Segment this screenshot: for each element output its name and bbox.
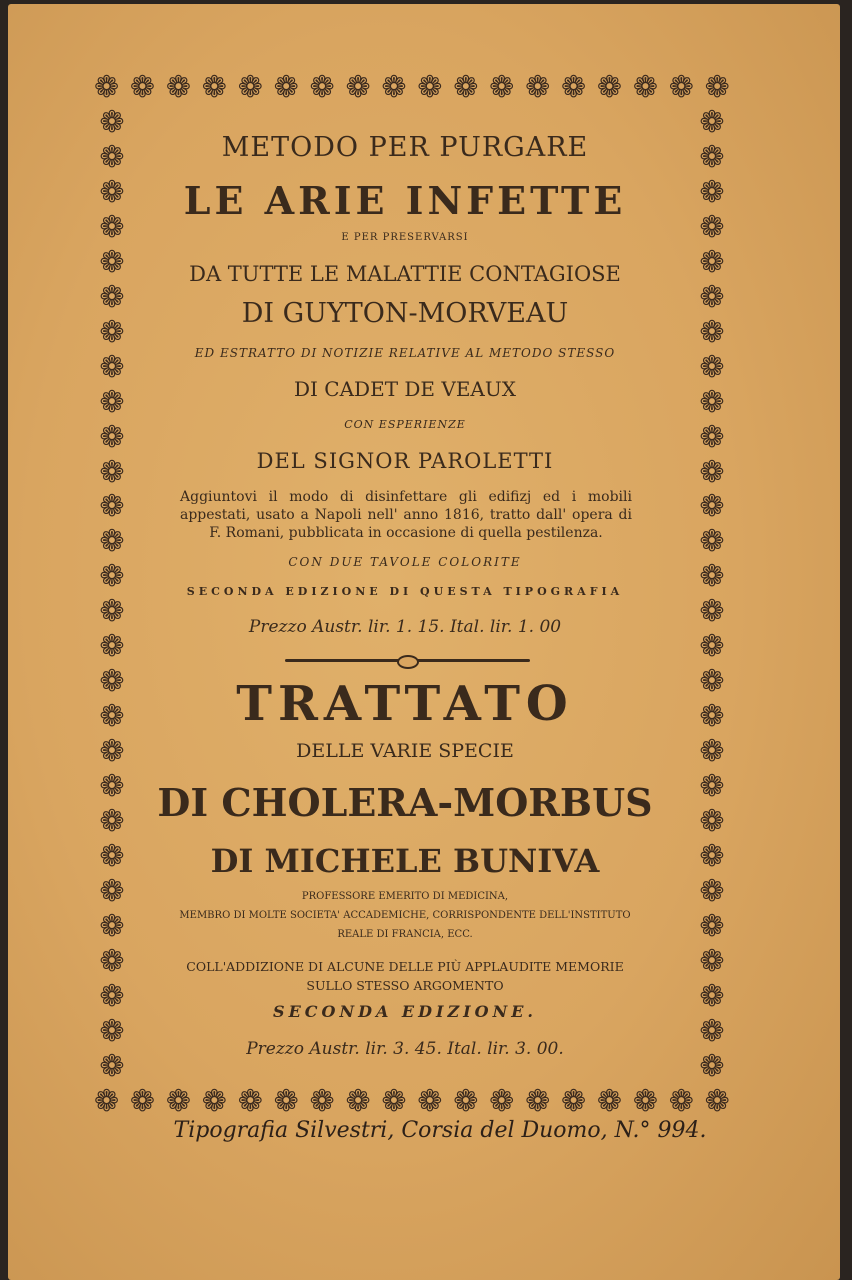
line-paroletti: DEL SIGNOR PAROLETTI (256, 449, 554, 473)
ornament-icon: ❁ (596, 1084, 623, 1119)
ornament-icon: ❁ (699, 699, 725, 735)
ornament-icon: ❁ (165, 1084, 191, 1119)
ornament-icon: ❁ (129, 70, 156, 105)
ornament-icon: ❁ (99, 734, 125, 770)
ornament-icon: ❁ (453, 1084, 479, 1119)
ornament-icon: ❁ (699, 384, 725, 420)
ornament-icon: ❁ (699, 804, 725, 840)
line-malattie: DA TUTTE LE MALATTIE CONTAGIOSE (189, 262, 621, 286)
ornament-icon: ❁ (699, 209, 725, 245)
ornament-icon: ❁ (99, 664, 125, 700)
ornament-icon: ❁ (99, 873, 125, 909)
ornament-icon: ❁ (699, 873, 725, 909)
credentials-2: MEMBRO DI MOLTE SOCIETA' ACCADEMICHE, CORRISPONDENTE DELL'INSTITUTO (179, 910, 631, 921)
divider-rule (285, 659, 530, 662)
ornament-icon: ❁ (632, 1084, 658, 1119)
ornament-icon: ❁ (596, 70, 623, 105)
ornament-icon: ❁ (99, 384, 125, 420)
ornament-icon: ❁ (699, 1013, 725, 1049)
ornament-icon: ❁ (99, 629, 125, 665)
ornament-icon: ❁ (699, 349, 725, 385)
credentials-1: PROFESSORE EMERITO DI MEDICINA, (301, 891, 509, 902)
heading-cholera: DI CHOLERA-MORBUS (157, 780, 653, 825)
ornament-icon: ❁ (699, 629, 725, 665)
ornament-icon: ❁ (99, 454, 125, 490)
credentials-3: REALE DI FRANCIA, ECC. (337, 929, 473, 940)
line-varie-specie: DELLE VARIE SPECIE (296, 740, 514, 762)
ornament-icon: ❁ (99, 839, 125, 875)
addition-2: SULLO STESSO ARGOMENTO (306, 978, 504, 993)
ornament-icon: ❁ (489, 70, 515, 105)
ornament-icon: ❁ (99, 559, 125, 595)
line-edition-upper: SECONDA EDIZIONE DI QUESTA TIPOGRAFIA (186, 585, 624, 598)
line-tavole: CON DUE TAVOLE COLORITE (288, 555, 522, 569)
ornament-icon: ❁ (699, 106, 725, 140)
ornament-icon: ❁ (525, 1084, 551, 1119)
ornament-icon: ❁ (668, 70, 694, 105)
ornament-icon: ❁ (99, 1013, 125, 1049)
heading-arie-infette: LE ARIE INFETTE (183, 178, 627, 223)
heading-metodo: METODO PER PURGARE (221, 132, 589, 163)
heading-trattato: TRATTATO (236, 676, 574, 732)
ornament-icon: ❁ (632, 70, 658, 105)
ornament-icon: ❁ (99, 908, 125, 944)
ornament-icon: ❁ (699, 419, 725, 455)
ornament-icon: ❁ (668, 1084, 694, 1119)
ornament-icon: ❁ (94, 1084, 120, 1119)
ornament-icon: ❁ (99, 699, 125, 735)
ornament-icon: ❁ (345, 70, 371, 105)
heading-author: DI MICHELE BUNIVA (210, 842, 600, 880)
line-cadet: DI CADET DE VEAUX (294, 377, 516, 401)
ornament-icon: ❁ (560, 70, 587, 105)
ornament-icon: ❁ (699, 314, 725, 350)
ornament-icon: ❁ (417, 1084, 443, 1119)
price-lower: Prezzo Austr. lir. 3. 45. Ital. lir. 3. 00. (246, 1039, 564, 1059)
ornament-icon: ❁ (309, 1084, 335, 1119)
ornament-icon: ❁ (99, 349, 125, 385)
ornament-icon: ❁ (699, 139, 725, 175)
ornament-icon: ❁ (699, 279, 725, 315)
ornament-icon: ❁ (699, 943, 725, 979)
ornament-icon: ❁ (99, 804, 125, 840)
ornament-icon: ❁ (99, 106, 125, 140)
price-upper: Prezzo Austr. lir. 1. 15. Ital. lir. 1. 00 (248, 617, 562, 637)
ornament-icon: ❁ (704, 1084, 730, 1119)
ornament-icon: ❁ (699, 559, 725, 595)
addition-1: COLL'ADDIZIONE DI ALCUNE DELLE PIÙ APPLAUDITE MEMORIE (186, 959, 624, 974)
description-paragraph: Aggiuntovi il modo di disinfettare gli edifizj ed i mobili appestati, usato a Napoli nell' anno 1816, tratto dall' opera di F. Romani, pubblicata in occasione di quella pestilenza. (180, 489, 632, 541)
ornament-icon: ❁ (699, 1048, 725, 1084)
ornament-icon: ❁ (699, 454, 725, 490)
ornament-icon: ❁ (201, 70, 227, 105)
ornament-icon: ❁ (699, 734, 725, 770)
ornament-icon: ❁ (99, 1048, 125, 1084)
ornament-icon: ❁ (99, 279, 125, 315)
line-preservarsi: E PER PRESERVARSI (341, 232, 469, 243)
ornament-icon: ❁ (699, 908, 725, 944)
line-estratto: ED ESTRATTO DI NOTIZIE RELATIVE AL METODO STESSO (194, 346, 616, 360)
edition-lower: SECONDA EDIZIONE. (273, 1002, 537, 1021)
ornament-icon: ❁ (699, 978, 725, 1014)
ornament-icon: ❁ (381, 1084, 407, 1119)
ornament-icon: ❁ (165, 70, 191, 105)
ornament-icon: ❁ (699, 489, 725, 525)
ornament-icon: ❁ (699, 244, 725, 280)
ornament-icon: ❁ (699, 839, 725, 875)
ornament-icon: ❁ (99, 769, 125, 805)
ornament-icon: ❁ (99, 489, 125, 525)
ornament-icon: ❁ (99, 419, 125, 455)
ornament-icon: ❁ (201, 1084, 227, 1119)
ornament-icon: ❁ (699, 524, 725, 560)
line-esperienze: CON ESPERIENZE (344, 418, 466, 431)
ornament-icon: ❁ (699, 664, 725, 700)
ornament-icon: ❁ (699, 594, 725, 630)
ornament-icon: ❁ (237, 1084, 263, 1119)
ornament-icon: ❁ (99, 209, 125, 245)
ornament-icon: ❁ (99, 314, 125, 350)
ornament-icon: ❁ (560, 1084, 587, 1119)
ornament-icon: ❁ (381, 70, 407, 105)
ornament-icon: ❁ (99, 244, 125, 280)
ornament-icon: ❁ (699, 769, 725, 805)
ornament-icon: ❁ (273, 1084, 299, 1119)
line-guyton: DI GUYTON-MORVEAU (241, 298, 569, 329)
ornament-icon: ❁ (417, 70, 443, 105)
ornament-icon: ❁ (99, 139, 125, 175)
ornament-icon: ❁ (309, 70, 335, 105)
ornament-icon: ❁ (489, 1084, 515, 1119)
ornament-icon: ❁ (99, 978, 125, 1014)
ornament-icon: ❁ (237, 70, 263, 105)
ornament-icon: ❁ (704, 70, 730, 105)
imprint: Tipografia Silvestri, Corsia del Duomo, N.° 994. (173, 1118, 707, 1143)
ornament-icon: ❁ (345, 1084, 371, 1119)
ornament-icon: ❁ (99, 594, 125, 630)
ornament-icon: ❁ (99, 943, 125, 979)
ornament-icon: ❁ (99, 174, 125, 210)
ornament-icon: ❁ (99, 524, 125, 560)
ornament-icon: ❁ (525, 70, 551, 105)
ornament-icon: ❁ (94, 70, 120, 105)
border-bottom (94, 1084, 730, 1120)
border-top (94, 70, 730, 106)
ornament-icon: ❁ (453, 70, 479, 105)
ornament-icon: ❁ (129, 1084, 156, 1119)
ornament-icon: ❁ (273, 70, 299, 105)
ornament-icon: ❁ (699, 174, 725, 210)
